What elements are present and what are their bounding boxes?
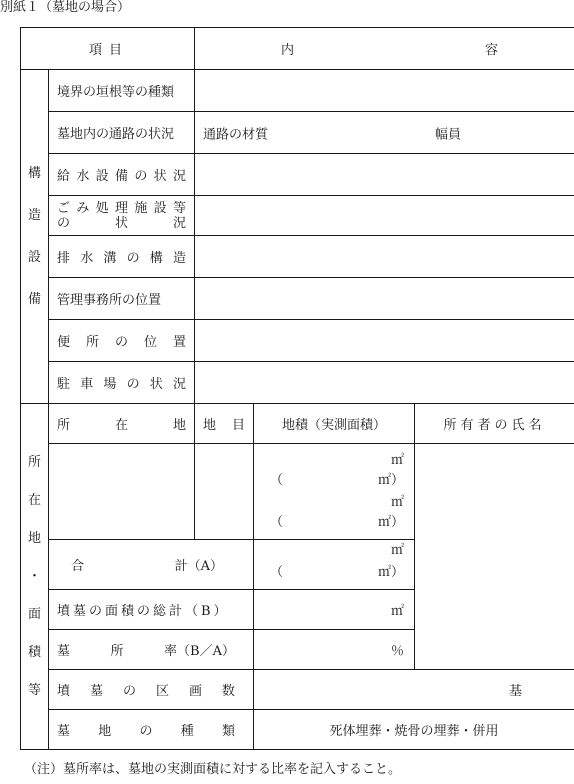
structure-row [21,278,574,320]
total-paren-sqm: ㎡） [377,565,404,580]
grave-count-char: の [122,684,136,699]
path-condition-label: 墓地内の通路の状況 [49,112,195,154]
grave-count-char: 数 [221,684,235,699]
footnote: （注）墓所率は、墓地の実測面積に対する比率を記入すること。 [24,762,402,777]
item-header-label: 項 目 [89,43,122,58]
total-sqm: ㎡ [390,543,404,558]
parking-label: 駐車場の状況 [49,362,195,404]
area-paren-sqm-2: ㎡） [377,515,404,530]
grave-count-row [21,670,574,710]
structure-row [21,320,574,362]
grave-count-char: 墓 [89,684,103,699]
structure-group-chars [28,166,41,308]
location-char: 面 [27,606,41,622]
grave-count-label [49,670,254,710]
ratio-label [49,630,254,670]
table-header-row [21,28,574,70]
grave-area-unit: ㎡ [390,604,404,619]
cemetery-type-char: 墓 [57,724,71,739]
area-sqm-1: ㎡ [390,453,404,468]
cemetery-type-row [21,710,574,750]
location-char: ・ [27,568,41,584]
total-label-left: 合 [71,559,85,574]
location-header-row [21,404,574,444]
structure-char: 設 [27,249,41,265]
burial-options: 死体埋葬・焼骨の埋葬・併用 [254,710,574,750]
total-paren-open: （ [270,565,284,580]
structure-row [21,236,574,278]
drainage-value [195,236,574,278]
grave-area-label [49,590,254,630]
structure-char: 備 [27,291,41,307]
ratio-value [254,630,415,670]
content-header-char-2: 容 [485,43,499,58]
structure-char: 造 [27,207,41,223]
grave-count-value [254,670,574,710]
waste-facility-label-line2: の 状 況 [57,215,186,231]
cemetery-type-char: 類 [221,724,235,739]
location-char: 在 [27,492,41,508]
ratio-char: 率（B／A） [164,644,235,659]
waste-facility-label [49,196,195,236]
water-supply-label: 給水設備の状況 [49,154,195,196]
water-supply-value [195,154,574,196]
area-header: 地積（実測面積） [254,404,415,444]
waste-facility-value [195,196,574,236]
grave-area-label-text: 墳墓の面積の総計（B） [57,604,230,619]
grave-count-char: 区 [155,684,169,699]
fence-type-value [195,70,574,112]
item-header [21,28,195,70]
cemetery-type-char: 地 [98,724,112,739]
area-paren-sqm-1: ㎡） [377,473,404,488]
location-group-chars [28,455,41,699]
office-location-label: 管理事務所の位置 [49,278,195,320]
parking-value [195,362,574,404]
total-label-right: 計（A） [174,559,223,574]
document-header: 別紙１（墓地の場合） [0,0,131,15]
grave-count-unit: 基 [509,684,523,699]
cemetery-form-table [20,27,574,750]
ratio-char: 所 [110,644,124,659]
grave-count-char: 画 [188,684,202,699]
waste-facility-label-line1: ごみ処理施設等 [57,200,186,216]
area-value [254,444,415,540]
area-paren-open-1: （ [270,473,284,488]
toilet-location-label: 便所の位置 [49,320,195,362]
structure-group-label [21,70,49,404]
owner-header [415,404,574,444]
location-char: 積 [27,644,41,660]
location-char: 地 [27,530,41,546]
fence-type-label: 境界の垣根等の種類 [49,70,195,112]
cemetery-type-char: の [139,724,153,739]
owner-header-label: 所有者の氏名 [443,418,546,433]
location-entry-row [21,444,574,540]
path-condition-value [195,112,574,154]
land-type-header [195,404,254,444]
location-char: 等 [27,682,41,698]
structure-char: 構 [27,165,41,181]
content-header [195,28,574,70]
location-char: 所 [27,454,41,470]
area-paren-open-2: （ [270,515,284,530]
area-sqm-2: ㎡ [390,495,404,510]
structure-row [21,362,574,404]
grave-count-char: 墳 [57,684,71,699]
land-type-value [195,444,254,540]
location-group-label [21,404,49,750]
structure-row [21,196,574,236]
structure-row [21,154,574,196]
ratio-char: 墓 [57,644,71,659]
cemetery-type-label [49,710,254,750]
address-header [49,404,195,444]
cemetery-type-char: 種 [180,724,194,739]
office-location-value [195,278,574,320]
ratio-unit: ％ [390,644,404,659]
path-width-label: 幅員 [435,127,462,142]
address-header-label: 所 在 地 [57,418,186,433]
path-material-label: 通路の材質 [203,127,269,142]
total-area-value [254,540,415,590]
content-header-char-1: 内 [281,43,295,58]
toilet-location-value [195,320,574,362]
structure-row [21,70,574,112]
drainage-label: 排水溝の構造 [49,236,195,278]
address-value [49,444,195,540]
grave-area-value [254,590,415,630]
total-label [49,540,254,590]
land-type-header-label: 地 目 [203,418,245,433]
owner-value [415,444,574,670]
structure-row [21,112,574,154]
